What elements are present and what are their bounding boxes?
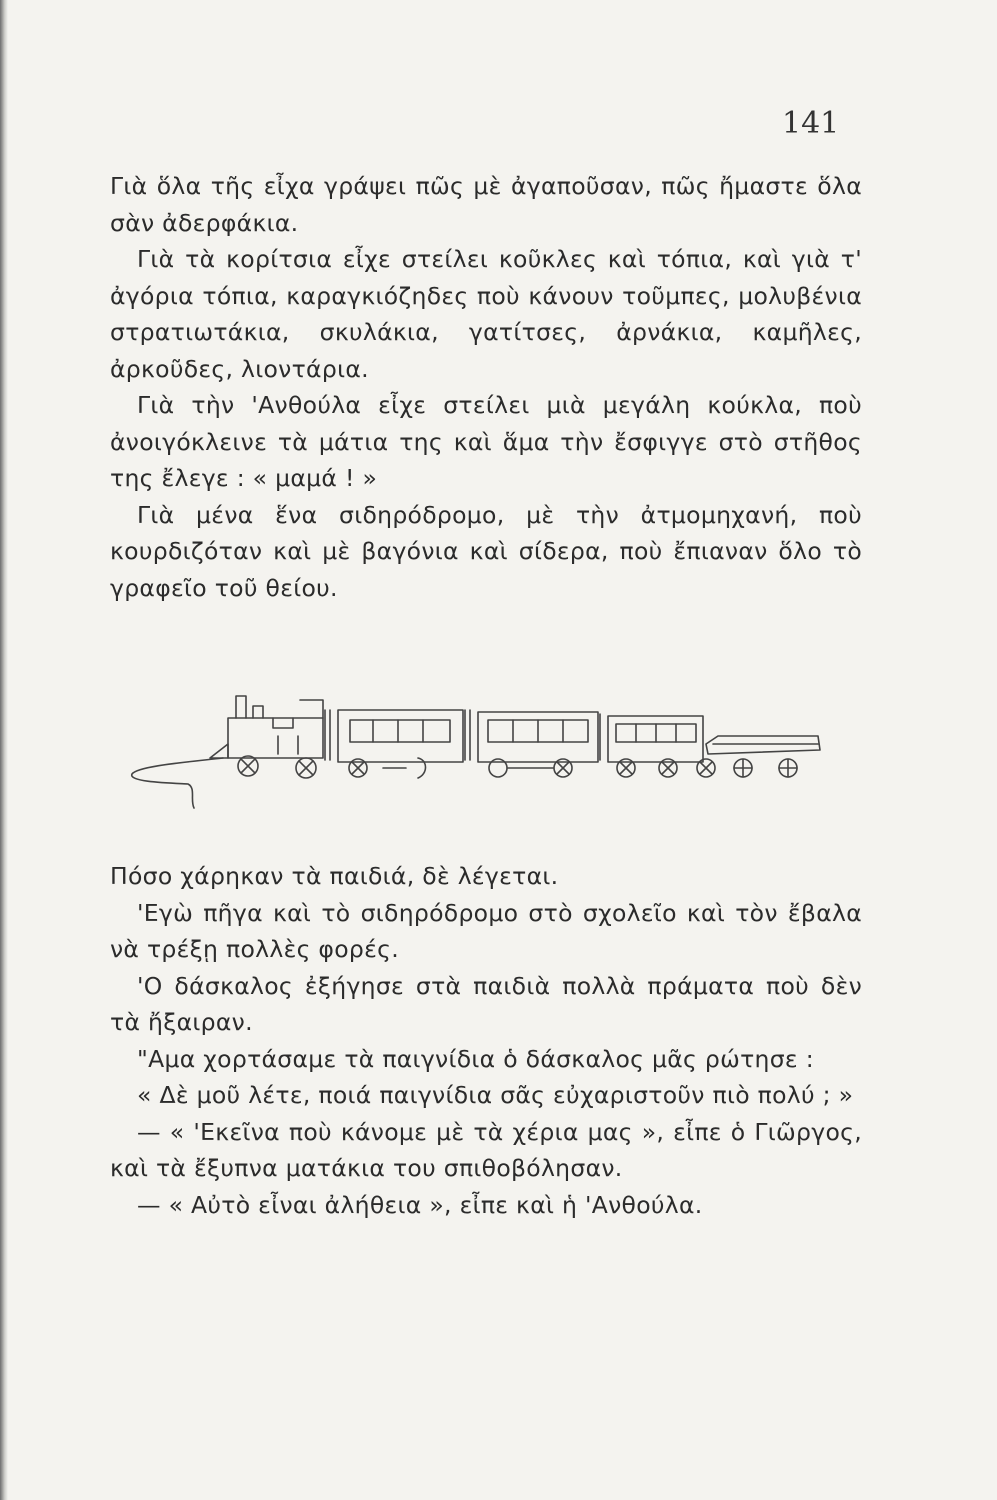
paragraph: Γιὰ ὅλα τῆς εἶχα γράψει πῶς μὲ ἀγαποῦσαν, πῶς ἤμαστε ὅλα σὰν ἀδερφάκια.	[110, 172, 862, 237]
paragraph: "Αμα χορτάσαμε τὰ παιγνίδια ὁ δάσκαλος μᾶς ρώτησε :	[137, 1044, 814, 1073]
paragraph: — « Αὐτὸ εἶναι ἀλήθεια », εἶπε καὶ ἡ 'Ανθούλα.	[137, 1190, 703, 1219]
paragraph: « Δὲ μοῦ λέτε, ποιά παιγνίδια σᾶς εὐχαριστοῦν πιὸ πολύ ; »	[137, 1081, 854, 1109]
train-illustration	[128, 688, 828, 828]
paragraph: Πόσο χάρηκαν τὰ παιδιά, δὲ λέγεται.	[110, 862, 559, 890]
text-block-bottom	[110, 858, 862, 1223]
paragraph: 'Ο δάσκαλος ἐξήγησε στὰ παιδιὰ πολλὰ πράματα ποὺ δὲν τὰ ἤξαιραν.	[110, 971, 862, 1036]
train-drawing	[128, 688, 828, 828]
text-block-top	[110, 168, 862, 606]
paragraph: Γιὰ μένα ἕνα σιδηρόδρομο, μὲ τὴν ἀτμομηχανή, ποὺ κουρδιζόταν καὶ μὲ βαγόνια καὶ σίδερα, ποὺ ἔπιαναν ὅλο τὸ γραφεῖο τοῦ θείου.	[110, 500, 862, 602]
paragraph: Γιὰ τὰ κορίτσια εἶχε στείλει κοῦκλες καὶ τόπια, καὶ γιὰ τ' ἀγόρια τόπια, καραγκιόζηδες ποὺ κάνουν τοῦμπες, μολυβένια στρατιωτάκια, σκυλάκια, γατίτσες, ἀρνάκια, καμῆλες, ἀρκοῦδες, λιοντάρια.	[110, 245, 862, 383]
paragraph: — « 'Εκεῖνα ποὺ κάνομε μὲ τὰ χέρια μας », εἶπε ὁ Γιῶργος, καὶ τὰ ἔξυπνα ματάκια του σπιθοβόλησαν.	[110, 1117, 862, 1182]
paragraph: Γιὰ τὴν 'Ανθούλα εἶχε στείλει μιὰ μεγάλη κούκλα, ποὺ ἀνοιγόκλεινε τὰ μάτια της καὶ ἅμα τὴν ἔσφιγγε στὸ στῆθος της ἔλεγε : « μαμά ! »	[110, 391, 862, 492]
page-number: 141	[782, 106, 840, 141]
book-binding-edge	[0, 0, 8, 1500]
paragraph: 'Εγὼ πῆγα καὶ τὸ σιδηρόδρομο στὸ σχολεῖο καὶ τὸν ἔβαλα νὰ τρέξῃ πολλὲς φορές.	[110, 898, 862, 963]
